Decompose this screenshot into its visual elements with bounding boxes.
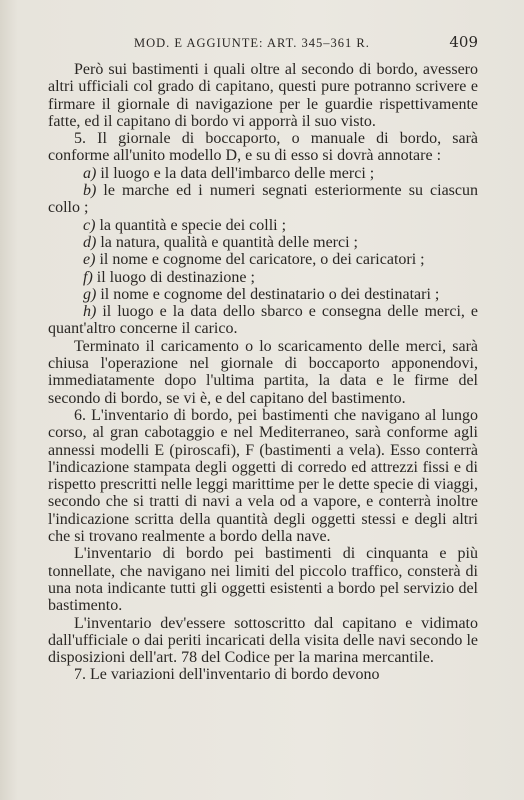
list-item-c	[48, 217, 478, 234]
list-item-text: le marche ed i numeri segnati esteriormente su ciascun collo ;	[48, 182, 478, 217]
list-item-text: il nome e cognome del destinatario o dei destinatari ;	[96, 285, 440, 303]
paragraph-art-5	[48, 130, 478, 165]
list-marker: b)	[83, 182, 97, 200]
list-item-text: il luogo di destinazione ;	[92, 268, 255, 286]
list-item-b	[48, 182, 478, 217]
list-item-a	[48, 165, 478, 182]
list-item-e	[48, 251, 478, 268]
list-item-g	[48, 286, 478, 303]
list-item-text: il luogo e la data dell'imbarco delle merci ;	[96, 164, 375, 182]
paragraph-art-6: 6. L'inventario di bordo, pei bastimenti che navigano al lungo corso, al gran cabotaggio e nel Mediterraneo, sarà conforme agli annessi modelli E (piroscafi), F (bastimenti a vela). Esso conterrà l'indicazione stampata degli oggetti di corredo ed attrezzi fissi e di rispetto prescritti nelle leggi marittime per le dette specie di viaggi, secondo che si tratti di navi a vela od a vapore, e conterrà inoltre l'indicazione scritta della quantità degli oggetti stessi e degli altri che si trovano realmente a bordo della nave.	[48, 406, 478, 546]
list-item-text: il luogo e la data dello sbarco e consegna delle merci, e quant'altro concerne il carico.	[48, 303, 478, 338]
list-marker: d)	[83, 233, 97, 251]
running-header-title: MOD. E AGGIUNTE: ART. 345–361 R.	[134, 36, 370, 50]
page-number: 409	[449, 33, 478, 51]
list-item-text: la natura, qualità e quantità delle merci ;	[96, 233, 358, 251]
list-marker: c)	[83, 216, 96, 234]
list-marker: h)	[83, 303, 97, 321]
list-item-h	[48, 303, 478, 338]
list-marker: g)	[83, 285, 97, 303]
running-header	[134, 33, 478, 51]
paragraph: Terminato il caricamento o lo scaricamento delle merci, sarà chiusa l'operazione nel giornale di boccaporto apponendovi, immediatamente dopo l'ultima partita, la data e le firme del secondo di bordo, se vi è, e del capitano del bastimento.	[48, 337, 478, 407]
list-marker: e)	[83, 251, 96, 269]
paragraph: L'inventario dev'essere sottoscritto dal capitano e vidimato dall'ufficiale o dai periti incaricati della visita delle navi secondo le disposizioni dell'art. 78 del Codice per la marina mercantile.	[48, 614, 478, 667]
body-text	[48, 61, 478, 684]
list-item-text: la quantità e specie dei colli ;	[95, 216, 287, 234]
paragraph-text: 5. Il giornale di boccaporto, o manuale di bordo, sarà conforme all'unito modello D, e su di esso si dovrà annotare :	[48, 130, 478, 165]
paragraph: Però sui bastimenti i quali oltre al secondo di bordo, avessero altri ufficiali col grado di capitano, questi pure potranno scrivere e firmare il giornale di navigazione per le guardie rispettivamente fatte, ed il capitano di bordo vi apporrà il suo visto.	[48, 61, 478, 130]
list-item-text: il nome e cognome del caricatore, o dei caricatori ;	[95, 251, 425, 269]
paragraph-art-7: 7. Le variazioni dell'inventario di bordo devono	[74, 666, 380, 684]
list-marker: a)	[83, 164, 97, 182]
paragraph: L'inventario di bordo pei bastimenti di cinquanta e più tonnellate, che navigano nei limiti del piccolo traffico, consterà di una nota indicante tutti gli oggetti esistenti a bordo pel servizio del bastimento.	[48, 545, 478, 615]
list-marker: f)	[83, 268, 93, 286]
list-item-d	[48, 234, 478, 251]
list-item-f	[48, 269, 478, 286]
